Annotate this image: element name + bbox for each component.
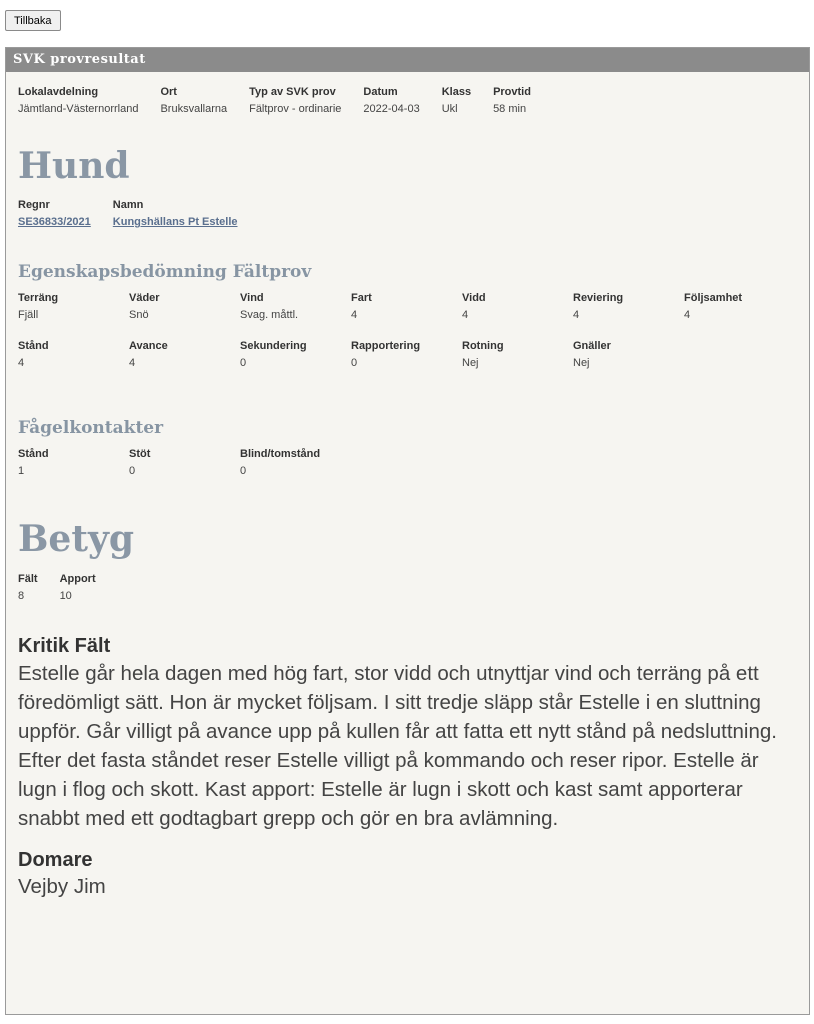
evaluation-row-1 [18,291,797,323]
field-lokalavdelning [18,85,138,117]
field-ort [160,85,227,117]
field-value: 4 [351,309,358,321]
field-namn [113,198,238,230]
field-label: Stånd [18,340,49,352]
bird-contacts-heading: Fågelkontakter [18,418,164,438]
evaluation-row-2 [18,339,797,371]
eval-vader [129,291,240,323]
eval-stand [18,339,129,371]
field-label: Gnäller [573,340,611,352]
field-label: Namn [112,199,144,211]
eval-fart [351,291,462,323]
field-value: 10 [59,590,72,602]
field-label: Stöt [129,448,151,460]
field-label: Datum [363,86,398,98]
field-regnr [18,198,91,230]
field-value: Nej [462,357,479,369]
field-label: Typ av SVK prov [249,86,336,98]
field-value: 4 [462,309,469,321]
regnr-link[interactable]: SE36833/2021 [18,216,91,228]
field-datum [363,85,419,117]
judge-name: Vejby Jim [18,875,106,898]
bird-blind [240,447,351,479]
field-label: Rotning [462,340,504,352]
field-label: Klass [441,86,472,98]
field-value: 8 [18,590,25,602]
event-info [18,72,797,117]
critique-text: Estelle går hela dagen med hög fart, stor vidd och utnyttjar vind och terräng på ett föredömligt sätt. Hon är mycket följsam. I sitt tredje släpp står Estelle i en sluttning uppför. Går villigt på avance upp på kullen får att fatta ett nytt stånd på nedsluttning. Efter det fasta ståndet reser Estelle villigt på kommando och reser ripor. Estelle är lugn i flog och skott. Kast apport: Estelle är lugn i skott och kast samt apporterar snabbt med ett godtagbart grepp och gör en bra avlämning. [18,662,777,830]
critique-heading: Kritik Fält [18,635,111,657]
field-value: 2022-04-03 [363,103,420,115]
back-button[interactable]: Tillbaka [5,10,61,31]
dog-heading: Hund [18,145,130,187]
eval-sekundering [240,339,351,371]
eval-vind [240,291,351,323]
field-value: Ukl [441,103,458,115]
judge-heading: Domare [18,849,93,871]
field-value: Bruksvallarna [160,103,228,115]
field-label: Ort [160,86,177,98]
eval-terrang [18,291,129,323]
field-label: Provtid [493,86,531,98]
eval-reviering [573,291,684,323]
field-value: 4 [684,309,691,321]
field-label: Rapportering [351,340,421,352]
grade-heading: Betyg [18,518,135,560]
panel-title: SVK provresultat [6,48,809,72]
field-label: Väder [129,292,160,304]
field-value: Fjäll [18,309,39,321]
eval-avance [129,339,240,371]
field-label: Regnr [18,199,50,211]
field-value: Nej [573,357,590,369]
evaluation-heading: Egenskapsbedömning Fältprov [18,262,312,282]
field-value: Jämtland-Västernorrland [18,103,139,115]
bird-stot [129,447,240,479]
field-typ [249,85,341,117]
bird-contacts-row [18,447,797,479]
eval-foljsamhet [684,291,795,323]
bird-stand [18,447,129,479]
field-value: 0 [240,465,247,477]
field-label: Följsamhet [684,292,743,304]
eval-gnaller [573,339,684,371]
field-label: Fält [18,573,38,585]
eval-rapportering [351,339,462,371]
grade-row [18,572,797,604]
field-label: Apport [59,573,96,585]
field-label: Sekundering [240,340,307,352]
field-provtid [493,85,531,117]
field-value: 4 [573,309,580,321]
field-label: Vind [240,292,264,304]
field-value: 0 [129,465,136,477]
field-label: Avance [129,340,168,352]
field-value: 0 [351,357,358,369]
field-label: Stånd [18,448,49,460]
field-value: 1 [18,465,25,477]
field-value: Snö [129,309,149,321]
field-label: Reviering [573,292,624,304]
field-label: Blind/tomstånd [240,448,321,460]
field-value: 0 [240,357,247,369]
grade-falt [18,572,38,604]
field-value: Fältprov - ordinarie [249,103,342,115]
field-label: Lokalavdelning [18,86,99,98]
grade-apport [60,572,96,604]
field-klass [442,85,471,117]
result-panel [5,47,810,1015]
field-value: 58 min [493,103,527,115]
eval-rotning [462,339,573,371]
field-value: 4 [129,357,136,369]
field-value: 4 [18,357,25,369]
field-label: Terräng [18,292,59,304]
dog-info [18,198,797,230]
field-value: Svag. måttl. [240,309,299,321]
dog-name-link[interactable]: Kungshällans Pt Estelle [112,216,238,228]
eval-vidd [462,291,573,323]
field-label: Fart [351,292,372,304]
field-label: Vidd [462,292,486,304]
